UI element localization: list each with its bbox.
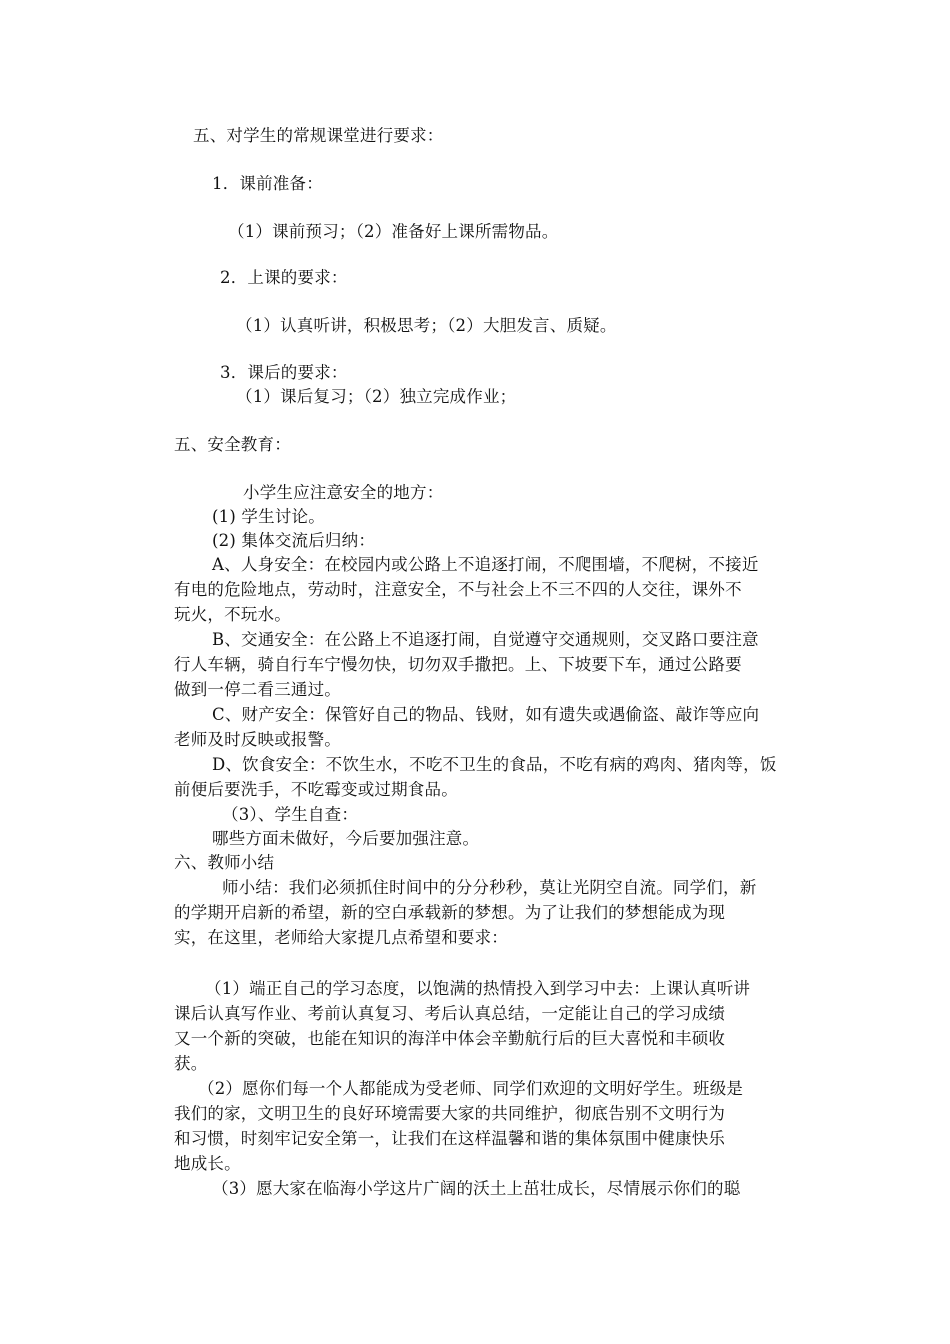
- item-body-before-class: （1）课前预习；（2）准备好上课所需物品。: [228, 222, 559, 241]
- summary-point-1-line: 获。: [174, 1054, 208, 1073]
- item-title-before-class: 1．课前准备：: [212, 174, 323, 193]
- safety-a-line: 有电的危险地点，劳动时，注意安全，不与社会上不三不四的人交往，课外不: [174, 580, 742, 599]
- section-heading-summary: 六、教师小结: [174, 853, 275, 872]
- item-title-in-class: 2．上课的要求：: [220, 268, 348, 287]
- safety-step-3-body: 哪些方面未做好，今后要加强注意。: [212, 829, 480, 848]
- summary-point-2-line: （2）愿你们每一个人都能成为受老师、同学们欢迎的文明好学生。班级是: [198, 1079, 744, 1098]
- summary-intro-line: 的学期开启新的希望，新的空白承载新的梦想。为了让我们的梦想能成为现: [174, 903, 726, 922]
- safety-d-line: D、饮食安全：不饮生水，不吃不卫生的食品，不吃有病的鸡肉、猪肉等，饭: [212, 755, 777, 774]
- safety-intro: 小学生应注意安全的地方：: [243, 483, 444, 502]
- safety-step-2: (2) 集体交流后归纳：: [212, 531, 376, 550]
- safety-a-line: A、人身安全：在校园内或公路上不追逐打闹，不爬围墙，不爬树，不接近: [212, 555, 759, 574]
- safety-step-3: （3）、学生自查：: [222, 805, 359, 824]
- summary-point-3-line: （3）愿大家在临海小学这片广阔的沃土上茁壮成长，尽情展示你们的聪: [212, 1179, 741, 1198]
- safety-c-line: 老师及时反映或报警。: [174, 730, 341, 749]
- summary-intro-line: 实，在这里，老师给大家提几点希望和要求：: [174, 928, 508, 947]
- safety-c-line: C、财产安全：保管好自己的物品、钱财，如有遗失或遇偷盗、敲诈等应向: [212, 705, 760, 724]
- safety-b-line: 行人车辆，骑自行车宁慢勿快，切勿双手撒把。上、下坡要下车，通过公路要: [174, 655, 742, 674]
- section-heading-safety: 五、安全教育：: [174, 435, 291, 454]
- summary-point-1-line: 课后认真写作业、考前认真复习、考后认真总结，一定能让自己的学习成绩: [174, 1004, 726, 1023]
- item-body-after-class: （1）课后复习；（2）独立完成作业；: [236, 387, 517, 406]
- summary-point-2-line: 和习惯，时刻牢记安全第一，让我们在这样温馨和谐的集体氛围中健康快乐: [174, 1129, 726, 1148]
- safety-d-line: 前便后要洗手，不吃霉变或过期食品。: [174, 780, 458, 799]
- summary-point-1-line: （1）端正自己的学习态度，以饱满的热情投入到学习中去：上课认真听讲: [205, 979, 751, 998]
- safety-step-1: (1) 学生讨论。: [212, 507, 325, 526]
- summary-point-1-line: 又一个新的突破，也能在知识的海洋中体会辛勤航行后的巨大喜悦和丰硕收: [174, 1029, 726, 1048]
- item-body-in-class: （1）认真听讲，积极思考；（2）大胆发言、质疑。: [236, 316, 617, 335]
- safety-a-line: 玩火，不玩水。: [174, 605, 291, 624]
- summary-point-2-line: 地成长。: [174, 1154, 241, 1173]
- safety-b-line: 做到一停二看三通过。: [174, 680, 341, 699]
- summary-point-2-line: 我们的家，文明卫生的良好环境需要大家的共同维护，彻底告别不文明行为: [174, 1104, 726, 1123]
- safety-b-line: B、交通安全：在公路上不追逐打闹，自觉遵守交通规则，交叉路口要注意: [212, 630, 759, 649]
- section-heading-classroom: 五、对学生的常规课堂进行要求：: [193, 126, 444, 145]
- item-title-after-class: 3．课后的要求：: [220, 363, 348, 382]
- summary-intro-line: 师小结：我们必须抓住时间中的分分秒秒，莫让光阴空自流。同学们，新: [222, 878, 757, 897]
